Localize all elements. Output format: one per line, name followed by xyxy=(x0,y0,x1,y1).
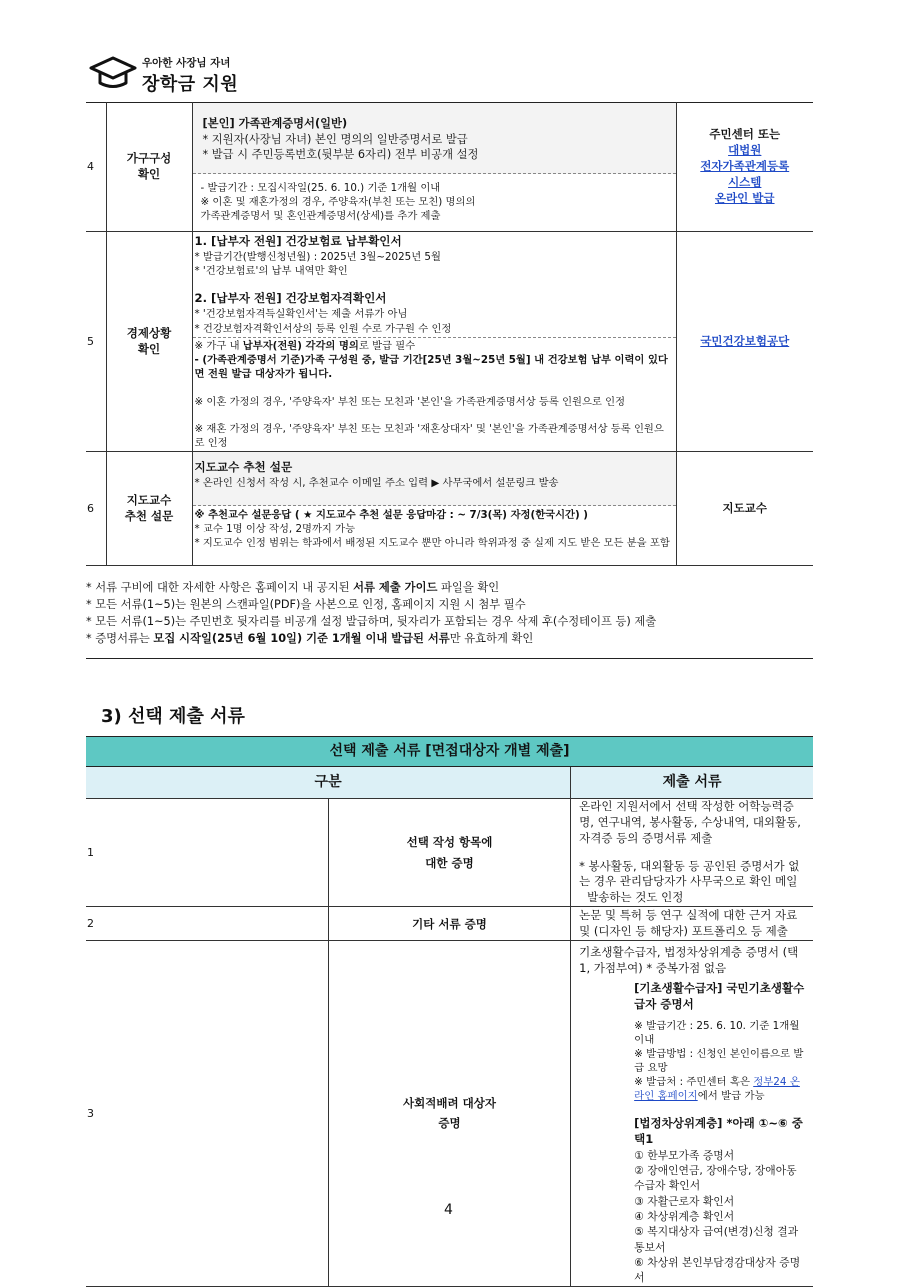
row-documents: 논문 및 특허 등 연구 실적에 대한 근거 자료 및 (디자인 등 해당자) 포트폴리오 등 제출 xyxy=(571,907,813,941)
row-documents xyxy=(192,232,676,452)
row-documents xyxy=(571,941,813,1286)
doc-line: * 봉사활동, 대외활동 등 공인된 증명서가 없는 경우 관리담당자가 사무국으로 확인 메일 xyxy=(579,858,800,889)
doc-line: * 발급기간(발행신청년월) : 2025년 3월~2025년 5월 xyxy=(194,250,441,263)
graduation-cap-icon xyxy=(90,56,136,90)
category-line: 추천 설문 xyxy=(124,508,174,523)
table-row xyxy=(86,799,813,907)
doc-title: [기초생활수급자] 국민기초생활수급자 증명서 xyxy=(634,980,805,1011)
list-item: ② 장애인연금, 장애수당, 장애아동 수급자 확인서 xyxy=(634,1163,797,1193)
doc-line xyxy=(195,339,674,353)
doc-title: ※ 추천교수 설문응답 ( ★ 지도교수 추천 설문 응답마감 : ~ 7/3(목) 자정(한국시간) ) xyxy=(194,509,588,521)
row-number: 5 xyxy=(86,232,106,452)
doc-note-block xyxy=(193,174,676,224)
gov24-link[interactable]: 정부24 온라인 홈페이지 xyxy=(634,1075,800,1102)
doc-line: * 지도교수 인정 범위는 학과에서 배정된 지도교수 뿐만 아니라 학위과정 중 실제 지도 받은 모든 분을 포함 xyxy=(194,537,670,550)
row-issuer: 지도교수 xyxy=(676,452,813,566)
doc-line: ※ 재혼 가정의 경우, '주양육자' 부친 또는 모친과 '재혼상대자' 및 '본인'을 가족관계증명서상 등록 인원으로 인정 xyxy=(194,422,664,450)
doc-title: 지도교수 추천 설문 xyxy=(194,460,293,474)
online-issue-link[interactable]: 온라인 발급 xyxy=(714,190,775,205)
note-line xyxy=(86,580,813,597)
note-text: ※ 발급처 : 주민센터 혹은 xyxy=(634,1075,754,1088)
doc-line: * 교수 1명 이상 작성, 2명까지 가능 xyxy=(194,523,356,536)
note-text: 로 발급 필수 xyxy=(358,340,416,352)
doc-line: * 지원자(사장님 자녀) 본인 명의의 일반증명서로 발급 xyxy=(202,132,468,146)
required-documents-table xyxy=(86,102,813,566)
doc-title: 1. [납부자 전원] 건강보험료 납부확인서 xyxy=(194,234,402,248)
doc-line: ※ 이혼 및 재혼가정의 경우, 주양육자(부친 또는 모친) 명의의 xyxy=(200,196,476,209)
doc-line: - (가족관계증명서 기준)가족 구성원 중, 발급 기간[25년 3월~25년 5월] 내 건강보험 납부 이력이 있다면 전원 발급 대상자가 됩니다. xyxy=(194,354,668,381)
table-header-main: 선택 제출 서류 [면접대상자 개별 제출] xyxy=(86,737,813,767)
row-number: 1 xyxy=(86,799,328,907)
section-title: 3) 선택 제출 서류 xyxy=(101,706,245,727)
doc-title: 2. [납부자 전원] 건강보험자격확인서 xyxy=(194,291,387,306)
row-category xyxy=(106,452,192,566)
category-line: 가구구성 xyxy=(126,151,172,166)
logo xyxy=(90,50,290,98)
note-emphasis: 납부자(전원) 각각의 명의 xyxy=(242,340,359,352)
table-row xyxy=(86,103,813,232)
doc-line: ※ 발급기간 : 25. 6. 10. 기준 1개월 이내 xyxy=(634,1019,800,1046)
doc-main-block xyxy=(193,232,676,338)
column-header-category: 구분 xyxy=(86,767,571,799)
doc-line xyxy=(579,1075,805,1103)
doc-line: 가족관계증명서 및 혼인관계증명서(상세)를 추가 제출 xyxy=(200,210,441,223)
court-link[interactable]: 대법원 xyxy=(728,143,762,158)
note-line: * 모든 서류(1~5)는 주민번호 뒷자리를 비공개 설정 발급하며, 뒷자리가 포함되는 경우 삭제 후(수정테이프 등) 제출 xyxy=(86,614,657,628)
table-row xyxy=(86,907,813,941)
doc-line: 발송하는 것도 인정 xyxy=(587,890,684,905)
issuer-text: 주민센터 또는 xyxy=(709,127,781,142)
logo-title: 장학금 지원 xyxy=(142,74,239,95)
column-header-documents: 제출 서류 xyxy=(571,767,813,799)
note-emphasis: [법정차상위계층] xyxy=(634,1115,723,1130)
row-category xyxy=(328,941,570,1286)
list-item: ① 한부모가족 증명서 xyxy=(634,1148,735,1162)
list-item: ⑤ 복지대상자 급여(변경)신청 결과 통보서 xyxy=(634,1225,799,1254)
table-row xyxy=(86,232,813,452)
doc-line: * 발급 시 주민등록번호(뒷부분 6자리) 전부 비공개 설정 xyxy=(202,148,479,162)
category-line: 대한 증명 xyxy=(425,855,474,870)
category-line: 지도교수 xyxy=(126,492,172,507)
row-category xyxy=(328,799,570,907)
doc-line: * '건강보험자격득실확인서'는 제출 서류가 아님 xyxy=(194,308,408,321)
category-line: 확인 xyxy=(137,341,161,356)
doc-line: * '건강보험료'의 납부 내역만 확인 xyxy=(194,265,348,278)
note-text: ※ 가구 내 xyxy=(194,340,243,352)
note-emphasis: 서류 제출 가이드 xyxy=(353,581,438,594)
category-line: 확인 xyxy=(137,167,161,181)
note-text: 만 유효하게 확인 xyxy=(449,631,534,645)
note-text: * 서류 구비에 대한 자세한 사항은 홈페이지 내 공지된 xyxy=(86,581,354,594)
table-header-row xyxy=(86,767,813,799)
list-item: ④ 차상위계층 확인서 xyxy=(634,1209,735,1223)
note-line: * 모든 서류(1~5)는 원본의 스캔파일(PDF)을 사본으로 인정, 홈페이지 지원 시 첨부 필수 xyxy=(86,597,526,611)
logo-subtitle: 우아한 사장님 자녀 xyxy=(142,57,231,69)
nhis-link[interactable]: 국민건강보험공단 xyxy=(700,333,790,348)
list-item: ③ 자활근로자 확인서 xyxy=(634,1194,735,1208)
category-line: 증명 xyxy=(438,1116,461,1131)
note-emphasis: *아래 ①~⑥ 중 택1 xyxy=(634,1115,803,1146)
category-line: 경제상황 xyxy=(126,325,172,340)
note-emphasis: 모집 시작일(25년 6월 10일) 기준 1개월 이내 발급된 서류 xyxy=(153,631,450,645)
row-issuer xyxy=(676,232,813,452)
doc-note-block xyxy=(193,338,676,450)
note-text: 파일을 확인 xyxy=(437,581,500,594)
notes-block xyxy=(86,580,813,648)
doc-title: [본인] 가족관계증명서(일반) xyxy=(202,117,348,130)
doc-line: ※ 이혼 가정의 경우, '주양육자' 부친 또는 모친과 '본인'을 가족관계증명서상 등록 인원으로 인정 xyxy=(194,395,626,408)
row-number: 4 xyxy=(86,103,106,232)
page-number: 4 xyxy=(444,1202,453,1218)
table-header-row xyxy=(86,737,813,767)
note-line xyxy=(86,631,813,648)
family-registry-link[interactable]: 전자가족관계등록 xyxy=(700,159,790,174)
divider xyxy=(86,658,813,659)
category-line: 선택 작성 항목에 xyxy=(406,835,493,850)
doc-main-block xyxy=(193,103,676,174)
table-row xyxy=(86,941,813,1286)
doc-line: * 온라인 신청서 작성 시, 추천교수 이메일 주소 입력 ▶ 사무국에서 설문링크 발송 xyxy=(194,476,559,489)
row-category xyxy=(106,103,192,232)
doc-note-block xyxy=(193,506,676,551)
doc-line: ※ 발급방법 : 신청인 본인이름으로 발급 요망 xyxy=(634,1047,804,1074)
note-text: 에서 발급 가능 xyxy=(697,1089,765,1102)
list-item: ⑥ 차상위 본인부담경감대상자 증명서 xyxy=(634,1255,801,1285)
row-number: 3 xyxy=(86,941,328,1286)
doc-line: 기초생활수급자, 법정차상위계층 증명서 (택1, 가점부여) * 중복가점 없음 xyxy=(579,945,799,976)
row-documents xyxy=(571,799,813,907)
doc-line: - 발급기간 : 모집시작일(25. 6. 10.) 기준 1개월 이내 xyxy=(200,182,441,194)
row-number: 6 xyxy=(86,452,106,566)
row-category xyxy=(106,232,192,452)
system-link[interactable]: 시스템 xyxy=(728,174,762,189)
doc-line: * 건강보험자격확인서상의 등록 인원 수로 가구원 수 인정 xyxy=(194,322,452,335)
row-documents xyxy=(192,452,676,566)
row-number: 2 xyxy=(86,907,328,941)
doc-line: 온라인 지원서에서 선택 작성한 어학능력증명, 연구내역, 봉사활동, 수상내역, 대외활동, 자격증 등의 증명서류 제출 xyxy=(579,799,801,845)
row-category: 기타 서류 증명 xyxy=(328,907,570,941)
doc-title xyxy=(579,1116,805,1148)
row-documents xyxy=(192,103,676,232)
row-issuer xyxy=(676,103,813,232)
category-line: 사회적배려 대상자 xyxy=(403,1096,496,1111)
doc-main-block xyxy=(193,452,676,506)
note-text: * 증명서류는 xyxy=(86,631,154,645)
table-row xyxy=(86,452,813,566)
